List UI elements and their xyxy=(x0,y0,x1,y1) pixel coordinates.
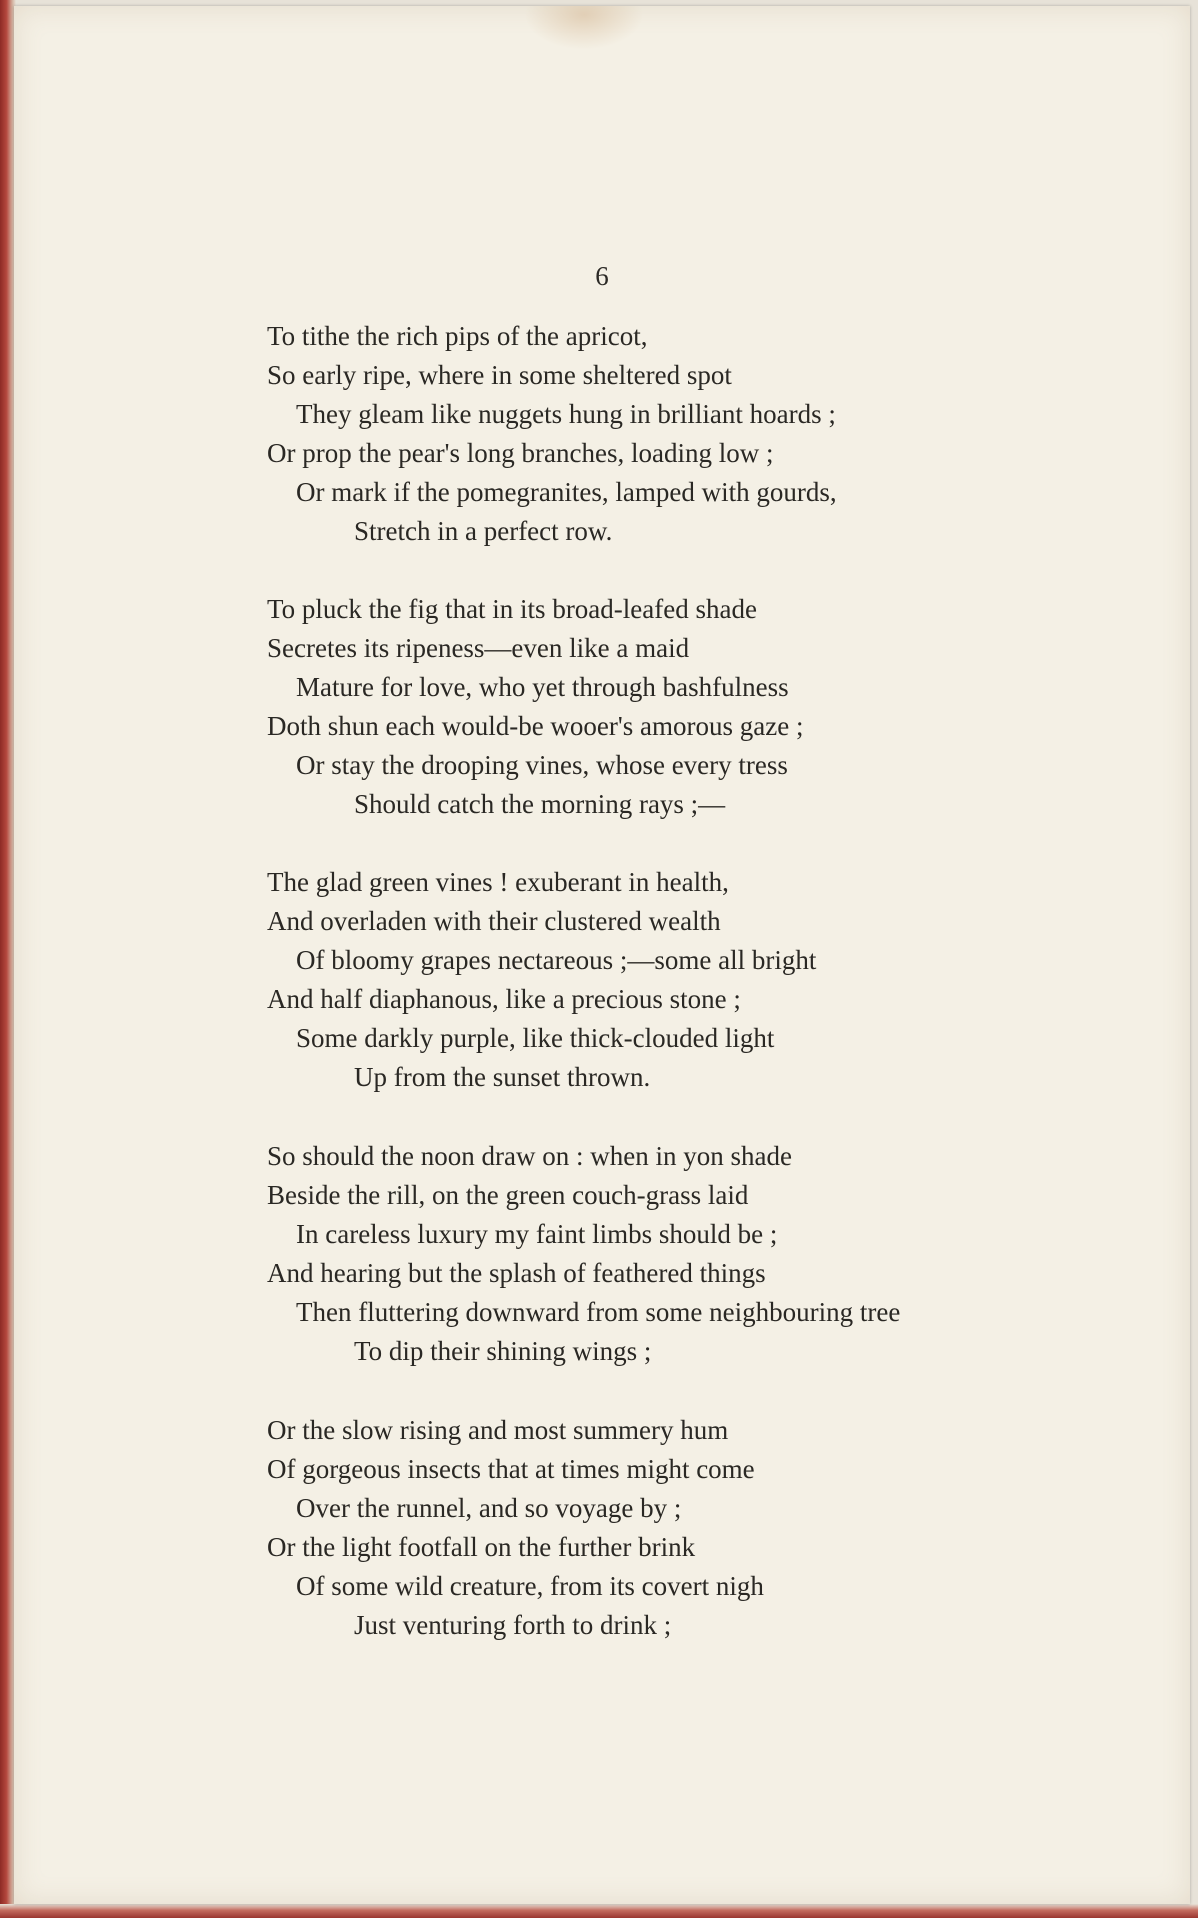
verse-line: To pluck the fig that in its broad-leafed shade xyxy=(267,594,757,624)
verse-line: Should catch the morning rays ;— xyxy=(354,789,726,819)
verse-line: In careless luxury my faint limbs should be ; xyxy=(296,1219,778,1249)
page-number: 6 xyxy=(595,261,609,291)
verse-line: To dip their shining wings ; xyxy=(354,1336,652,1366)
verse-line: Just venturing forth to drink ; xyxy=(354,1610,672,1640)
verse-line: And hearing but the splash of feathered things xyxy=(267,1258,766,1288)
page-bottom-edge xyxy=(0,1904,1198,1918)
verse-line: Mature for love, who yet through bashfulness xyxy=(296,672,789,702)
verse-line: To tithe the rich pips of the apricot, xyxy=(267,321,648,351)
verse-line: Or prop the pear's long branches, loading low ; xyxy=(267,438,774,468)
verse-line: Stretch in a perfect row. xyxy=(354,516,613,546)
verse-line: Some darkly purple, like thick-clouded light xyxy=(296,1023,775,1053)
verse-line: Of some wild creature, from its covert nigh xyxy=(296,1571,764,1601)
verse-line: Secretes its ripeness—even like a maid xyxy=(267,633,690,663)
verse-line: They gleam like nuggets hung in brilliant hoards ; xyxy=(296,399,836,429)
verse-line: Doth shun each would-be wooer's amorous gaze ; xyxy=(267,711,804,741)
book-page xyxy=(14,6,1190,1904)
verse-line: Over the runnel, and so voyage by ; xyxy=(296,1493,682,1523)
verse-line: Then fluttering downward from some neighbouring tree xyxy=(296,1297,901,1327)
poem-body xyxy=(14,6,1190,1904)
verse-line: So early ripe, where in some sheltered spot xyxy=(267,360,732,390)
verse-line: Or stay the drooping vines, whose every tress xyxy=(296,750,788,780)
verse-line: Beside the rill, on the green couch-grass laid xyxy=(267,1180,749,1210)
verse-line: So should the noon draw on : when in yon shade xyxy=(267,1141,792,1171)
verse-line: Or the light footfall on the further brink xyxy=(267,1532,696,1562)
verse-line: Of bloomy grapes nectareous ;—some all bright xyxy=(296,945,817,975)
verse-line: Of gorgeous insects that at times might come xyxy=(267,1454,755,1484)
verse-line: And half diaphanous, like a precious stone ; xyxy=(267,984,741,1014)
verse-line: Or the slow rising and most summery hum xyxy=(267,1415,729,1445)
verse-line: The glad green vines ! exuberant in health, xyxy=(267,867,729,897)
verse-line: Up from the sunset thrown. xyxy=(354,1062,651,1092)
verse-line: Or mark if the pomegranites, lamped with gourds, xyxy=(296,477,837,507)
verse-line: And overladen with their clustered wealth xyxy=(267,906,721,936)
